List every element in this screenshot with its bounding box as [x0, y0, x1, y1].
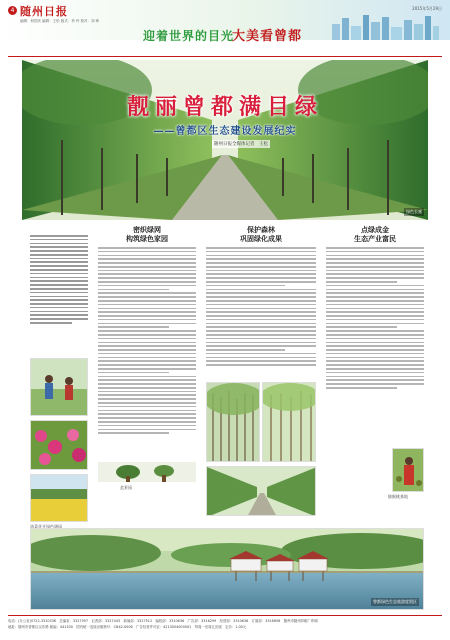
hero-title: 靓丽曾都满目绿: [126, 95, 323, 120]
photo-people: [30, 358, 88, 416]
hero-byline: 随州日报全媒体记者 王松: [214, 142, 268, 147]
caption-bonsai: 盆景园: [120, 485, 132, 490]
city-skyline-icon: [330, 12, 440, 40]
photo-bonsai: [98, 462, 196, 482]
article-column-2: [206, 226, 316, 376]
column-1-title: 密织绿网: [133, 226, 161, 234]
footer: [8, 615, 442, 630]
photo-lake: [30, 474, 88, 522]
masthead-rule: [8, 56, 442, 57]
page-number: 4: [8, 6, 17, 15]
masthead: [0, 0, 450, 58]
footer-address: 地址：随州市曾都区汉东路 邮编：441300 国内统一连续出版物号：CN42-0006 广告经营许可证：4213004000001 每周一至周五出版 定价：1.00元: [8, 625, 247, 629]
caption-kiwi: 猕猴桃基地: [388, 494, 408, 499]
photo-road: [206, 466, 316, 516]
banner-main: 迎着世界的目光: [143, 29, 235, 43]
caption-lake: 油菜花开绿色满园: [30, 524, 62, 529]
photo-forest-1: [206, 382, 260, 462]
footer-contacts: 电话：(办公室)0722-3310336 总编室：3327397 记者部：3327443 新闻部：3327512 编校部：3310636 广告部：3316299 经营部：3310636 订阅部：3316656 随州市随州印刷厂印刷: [8, 619, 318, 623]
issue-date: 2015年5月29日: [412, 6, 442, 11]
column-2-subtitle: 巩固绿化成果: [240, 235, 282, 243]
intro-column: [30, 235, 88, 353]
caption-resort: 曾都绿色生态旅游度假区: [373, 599, 417, 604]
intro-text: [30, 235, 31, 236]
column-1-subtitle: 构筑绿色家园: [126, 235, 168, 243]
banner-sub: 大美看曾都: [232, 29, 303, 44]
photo-resort: [30, 528, 424, 610]
photo-flowers: [30, 420, 88, 470]
article-column-1: [98, 226, 196, 456]
article-column-3: [326, 226, 424, 406]
photo-forest-2: [262, 382, 316, 462]
photo-kiwi: [392, 448, 424, 492]
hero-subtitle: ——曾都区生态建设发展纪实: [153, 126, 297, 137]
hero-photo: [22, 60, 428, 220]
column-3-title: 点绿成金: [361, 226, 389, 234]
column-3-subtitle: 生态产业富民: [354, 235, 396, 243]
paper-meta: 编辑：何国庆 编辑：王松 版式：李 玲 校对：刘 珍: [20, 19, 100, 23]
column-2-title: 保护森林: [247, 226, 275, 234]
hero-caption: 绿色长廊: [406, 209, 422, 214]
paper-name: 随州日报: [20, 5, 68, 18]
